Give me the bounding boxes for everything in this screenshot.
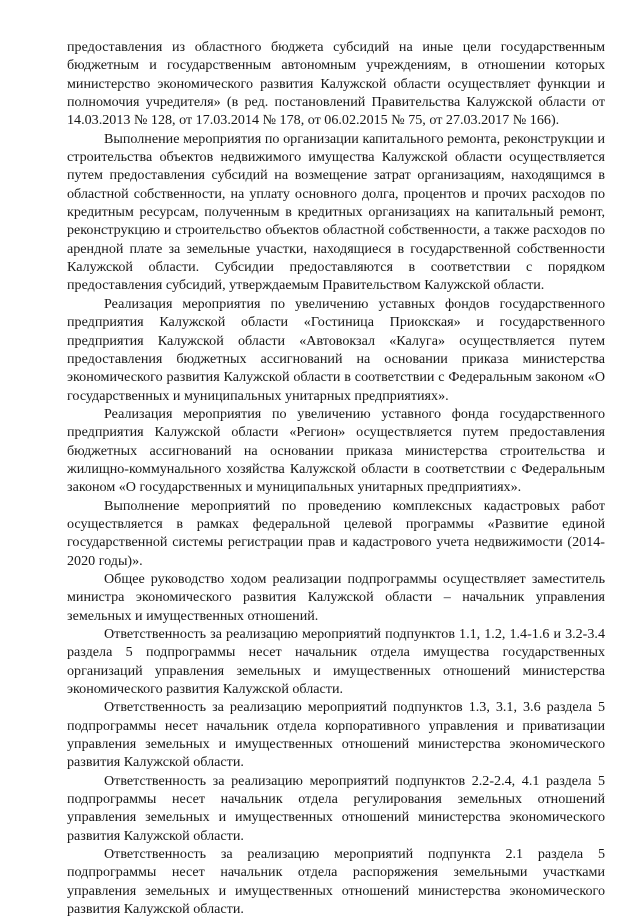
document-page	[67, 38, 605, 919]
paragraph-capital-repair: Выполнение мероприятия по организации капитального ремонта, реконструкции и строительства объектов недвижимого имущества Калужской области осуществляется путем предоставления субсидий на возмещение затрат организациям, находящимся в областной собственности, на уплату основного долга, процентов и прочих расходов по кредитным ресурсам, полученным в кредитных организациях на капитальный ремонт, реконструкцию и строительство объектов областной собственности, а также расходов по арендной плате за земельные участки, находящиеся в государственной собственности Калужской области. Субсидии предоставляются в соответствии с порядком предоставления субсидий, утверждаемым Правительством Калужской области.	[67, 130, 605, 294]
paragraph-subsidy-continuation: предоставления из областного бюджета субсидий на иные цели государственным бюджетным и государственным автономным учреждениям, в отношении которых министерство экономического развития Калужской области осуществляет функции и полномочия учредителя» (в ред. постановлений Правительства Калужской области от 14.03.2013 № 128, от 17.03.2014 № 178, от 06.02.2015 № 75, от 27.03.2017 № 166).	[67, 39, 605, 129]
paragraph-authorized-funds: Реализация мероприятия по увеличению уставных фондов государственного предприятия Калужской области «Гостиница Приокская» и государственного предприятия Калужской области «Автовокзал «Калуга» осуществляется путем предоставления бюджетных ассигнований на основании приказа министерства экономического развития Калужской области в соответствии с Федеральным законом «О государственных и муниципальных унитарных предприятиях».	[67, 295, 605, 404]
paragraph-responsibility-property: Ответственность за реализацию мероприятий подпунктов 1.1, 1.2, 1.4-1.6 и 3.2-3.4 раздела 5 подпрограммы несет начальник отдела имущества государственных организаций управления земельных и имущественных отношений министерства экономического развития Калужской области.	[67, 626, 605, 698]
paragraph-region-fund: Реализация мероприятия по увеличению уставного фонда государственного предприятия Калужской области «Регион» осуществляется путем предоставления бюджетных ассигнований на основании приказа министерства строительства и жилищно-коммунального хозяйства Калужской области в соответствии с Федеральным законом «О государственных и муниципальных унитарных предприятиях».	[67, 405, 605, 496]
paragraph-cadastral-works: Выполнение мероприятий по проведению комплексных кадастровых работ осуществляется в рамках федеральной целевой программы «Развитие единой государственной системы регистрации прав и кадастрового учета недвижимости (2014-2020 годы)».	[67, 497, 605, 569]
paragraph-responsibility-land-regulation: Ответственность за реализацию мероприятий подпунктов 2.2-2.4, 4.1 раздела 5 подпрограммы несет начальник отдела регулирования земельных отношений управления земельных и имущественных отношений министерства экономического развития Калужской области.	[67, 772, 605, 844]
paragraph-responsibility-land-disposal: Ответственность за реализацию мероприятий подпункта 2.1 раздела 5 подпрограммы несет начальник отдела распоряжения земельными участками управления земельных и имущественных отношений министерства экономического развития Калужской области.	[67, 846, 605, 918]
paragraph-general-management: Общее руководство ходом реализации подпрограммы осуществляет заместитель министра экономического развития Калужской области – начальник управления земельных и имущественных отношений.	[67, 570, 605, 624]
paragraph-responsibility-corporate: Ответственность за реализацию мероприятий подпунктов 1.3, 3.1, 3.6 раздела 5 подпрограммы несет начальник отдела корпоративного управления и приватизации управления земельных и имущественных отношений министерства экономического развития Калужской области.	[67, 699, 605, 771]
